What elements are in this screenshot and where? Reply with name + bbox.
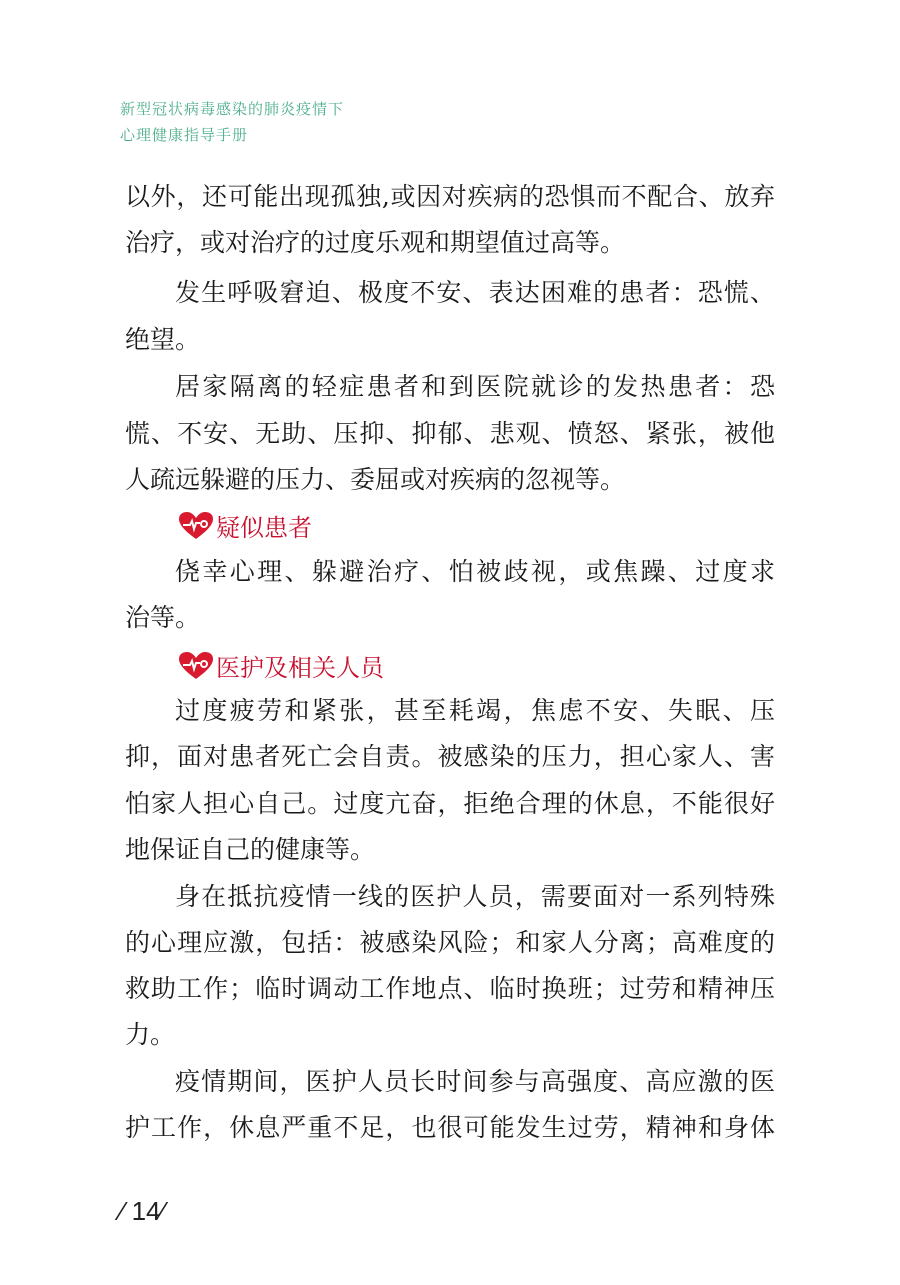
heading-suspected-patients: 疑似患者 (216, 514, 312, 542)
text-line: 护工作，休息严重不足，也很可能发生过劳，精神和身体 (125, 1113, 775, 1142)
text-line: 治等。 (125, 603, 201, 632)
text-line: 发生呼吸窘迫、极度不安、表达困难的患者：恐慌、 (175, 278, 775, 307)
text-line: 侥幸心理、躲避治疗、怕被歧视，或焦躁、过度求 (175, 557, 775, 586)
heading-medical-staff: 医护及相关人员 (216, 654, 384, 682)
text-line: 慌、不安、无助、压抑、抑郁、悲观、愤怒、紧张，被他 (125, 419, 775, 448)
running-header-line2: 心理健康指导手册 (120, 126, 249, 144)
text-line: 怕家人担心自己。过度亢奋，拒绝合理的休息，不能很好 (125, 789, 775, 818)
heart-pulse-icon (178, 511, 214, 541)
text-line: 居家隔离的轻症患者和到医院就诊的发热患者：恐 (175, 372, 775, 401)
text-line: 抑，面对患者死亡会自责。被感染的压力，担心家人、害 (125, 742, 775, 771)
text-line: 治疗，或对治疗的过度乐观和期望值过高等。 (125, 228, 626, 257)
running-header-line1: 新型冠状病毒感染的肺炎疫情下 (120, 100, 345, 118)
heart-pulse-icon (178, 651, 214, 681)
text-line: 地保证自己的健康等。 (125, 835, 376, 864)
text-line: 的心理应激，包括：被感染风险；和家人分离；高难度的 (125, 928, 775, 957)
text-line: 以外，还可能出现孤独,或因对疾病的恐惧而不配合、放弃 (125, 182, 775, 211)
text-line: 力。 (125, 1020, 176, 1049)
text-line: 救助工作；临时调动工作地点、临时换班；过劳和精神压 (125, 974, 775, 1003)
text-line: 过度疲劳和紧张，甚至耗竭，焦虑不安、失眠、压 (175, 696, 775, 725)
text-line: 绝望。 (125, 325, 201, 354)
section-heading (178, 508, 312, 543)
text-line: 人疏远躲避的压力、委屈或对疾病的忽视等。 (125, 465, 626, 494)
text-line: 疫情期间，医护人员长时间参与高强度、高应激的医 (175, 1067, 775, 1096)
section-heading (178, 648, 384, 683)
page-number: ⁄ 14⁄ (120, 1196, 165, 1226)
text-line: 身在抵抗疫情一线的医护人员，需要面对一系列特殊 (175, 882, 775, 911)
